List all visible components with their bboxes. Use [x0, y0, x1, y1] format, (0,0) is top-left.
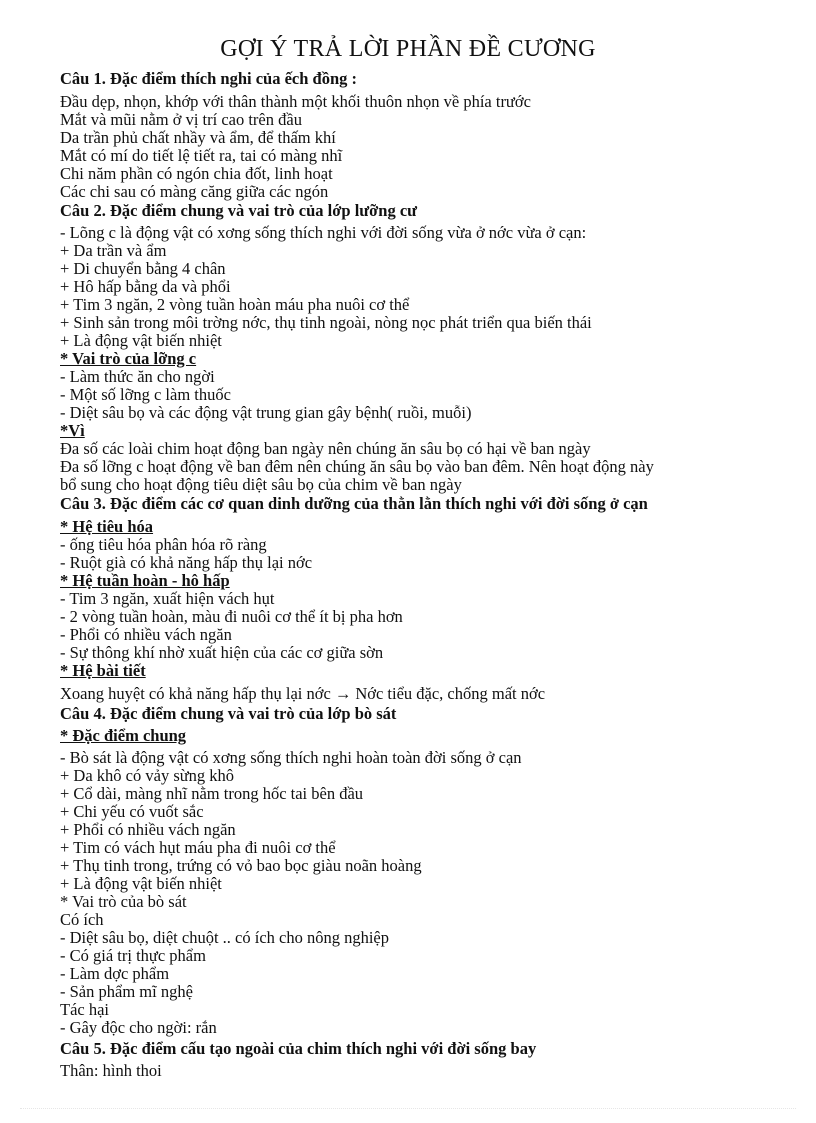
section-heading	[60, 572, 230, 590]
line-text: - Gây độc cho ngời: rắn	[60, 1018, 217, 1037]
line-text: + Hô hấp bằng da và phổi	[60, 277, 231, 296]
text-line	[60, 165, 333, 183]
text-line	[60, 821, 236, 839]
line-text: - 2 vòng tuần hoàn, màu đi nuôi cơ thể ít bị pha hơn	[60, 607, 403, 626]
line-text: - Lõng c là động vật có xơng sống thích nghi với đời sống vừa ở nớc vừa ở cạn:	[60, 223, 587, 242]
text-line	[60, 1062, 162, 1080]
text-line	[60, 929, 389, 947]
section-heading	[60, 518, 153, 536]
line-text: + Chi yếu có vuốt sắc	[60, 802, 204, 821]
section-heading	[60, 662, 146, 680]
text-line	[60, 129, 336, 147]
text-line	[60, 536, 267, 554]
section-heading	[60, 495, 648, 513]
line-text: - Một số lỡng c làm thuốc	[60, 385, 231, 404]
line-text: + Tim có vách hụt máu pha đi nuôi cơ thể	[60, 838, 336, 857]
text-line	[60, 386, 231, 404]
text-line	[60, 857, 422, 875]
text-line	[60, 314, 592, 332]
text-line	[60, 242, 166, 260]
section-heading	[60, 1040, 536, 1058]
line-text: Thân: hình thoi	[60, 1061, 162, 1080]
line-text: bổ sung cho hoạt động tiêu diệt sâu bọ của chim về ban ngày	[60, 475, 462, 494]
text-line	[60, 111, 302, 129]
line-text: * Hệ tuần hoàn - hô hấp	[60, 571, 230, 590]
line-text: Có ích	[60, 910, 104, 929]
line-text: Các chi sau có màng căng giữa các ngón	[60, 182, 329, 201]
line-text: Câu 5. Đặc điểm cấu tạo ngoài của chim thích nghi với đời sống bay	[60, 1039, 537, 1058]
line-text: * Hệ bài tiết	[60, 661, 146, 680]
text-line	[60, 458, 654, 476]
line-text: Xoang huyệt có khả năng hấp thụ lại nớc	[60, 684, 331, 703]
text-line	[60, 368, 215, 386]
line-text: * Vai trò của lỡng c	[60, 349, 197, 368]
line-text: Đầu dẹp, nhọn, khớp với thân thành một khối thuôn nhọn về phía trước	[60, 92, 531, 111]
text-line	[60, 608, 403, 626]
line-text: Câu 3. Đặc điểm các cơ quan dinh dưỡng của thằn lằn thích nghi với đời sống ở cạn	[60, 494, 648, 513]
text-line	[60, 147, 342, 165]
line-text: - Bò sát là động vật có xơng sống thích nghi hoàn toàn đời sống ở cạn	[60, 748, 522, 767]
line-text: - Tim 3 ngăn, xuất hiện vách hụt	[60, 589, 275, 608]
text-line	[60, 296, 409, 314]
line-text: Câu 4. Đặc điểm chung và vai trò của lớp bò sát	[60, 704, 397, 723]
line-text: Mắt có mí do tiết lệ tiết ra, tai có màng nhĩ	[60, 146, 343, 165]
text-line	[60, 1019, 217, 1037]
section-heading	[60, 350, 196, 368]
line-text: - Diệt sâu bọ, diệt chuột .. có ích cho nông nghiệp	[60, 928, 390, 947]
line-text: Tác hại	[60, 1000, 110, 1019]
line-text: + Da trần và ẩm	[60, 241, 167, 260]
line-text: + Sinh sản trong môi trờng nớc, thụ tinh ngoài, nòng nọc phát triển qua biến thái	[60, 313, 592, 332]
text-line	[60, 224, 586, 242]
line-text: - Sản phẩm mĩ nghệ	[60, 982, 193, 1001]
text-line	[60, 803, 204, 821]
line-text: + Là động vật biến nhiệt	[60, 874, 222, 893]
text-line	[60, 626, 232, 644]
section-heading	[60, 70, 357, 88]
line-text: - Phổi có nhiều vách ngăn	[60, 625, 232, 644]
text-line	[60, 260, 226, 278]
line-text: - ống tiêu hóa phân hóa rõ ràng	[60, 535, 267, 554]
line-text: Đa số các loài chim hoạt động ban ngày nên chúng ăn sâu bọ có hại về ban ngày	[60, 439, 591, 458]
line-text: + Di chuyển bằng 4 chân	[60, 259, 226, 278]
text-line	[60, 839, 336, 857]
section-heading	[60, 202, 417, 220]
line-text: + Tim 3 ngăn, 2 vòng tuần hoàn máu pha nuôi cơ thể	[60, 295, 410, 314]
line-text: - Sự thông khí nhờ xuất hiện của các cơ giữa sờn	[60, 643, 384, 662]
text-line	[60, 785, 363, 803]
text-line	[60, 685, 545, 703]
text-line	[60, 554, 312, 572]
section-heading	[60, 727, 186, 745]
line-text: - Ruột già có khả năng hấp thụ lại nớc	[60, 553, 313, 572]
text-line	[60, 947, 206, 965]
page-bottom-rule	[20, 1108, 796, 1109]
line-text: Câu 2. Đặc điểm chung và vai trò của lớp lưỡng cư	[60, 201, 418, 220]
line-text: * Vai trò của bò sát	[60, 892, 187, 911]
line-text: Mắt và mũi nằm ở vị trí cao trên đầu	[60, 110, 302, 129]
document-title: GỢI Ý TRẢ LỜI PHẦN ĐỀ CƯƠNG	[220, 36, 596, 62]
text-line	[60, 983, 193, 1001]
line-text: + Da khô có vảy sừng khô	[60, 766, 235, 785]
line-text: + Thụ tinh trong, trứng có vỏ bao bọc giàu noãn hoàng	[60, 856, 422, 875]
text-line	[60, 476, 462, 494]
line-text: + Phổi có nhiều vách ngăn	[60, 820, 236, 839]
line-text: Da trần phủ chất nhầy và ẩm, để thấm khí	[60, 128, 336, 147]
text-line	[60, 278, 231, 296]
line-text: - Làm thức ăn cho ngời	[60, 367, 215, 386]
line-text: Đa số lỡng c hoạt động về ban đêm nên chúng ăn sâu bọ vào ban đêm. Nên hoạt động này	[60, 457, 654, 476]
text-line	[60, 875, 222, 893]
text-line	[60, 644, 383, 662]
line-text: * Đặc điểm chung	[60, 726, 187, 745]
text-line	[60, 1001, 109, 1019]
right-arrow-icon: →	[334, 684, 352, 703]
text-line	[60, 183, 328, 201]
line-text: - Có giá trị thực phẩm	[60, 946, 206, 965]
text-line	[60, 440, 591, 458]
line-text: *Vì	[60, 421, 85, 440]
text-line	[60, 590, 274, 608]
line-text-continued: Nớc tiểu đặc, chống mất nớc	[355, 684, 546, 703]
line-text: + Cổ dài, màng nhĩ nằm trong hốc tai bên đầu	[60, 784, 364, 803]
text-line	[60, 911, 104, 929]
text-line	[60, 404, 471, 422]
text-line	[60, 767, 234, 785]
text-line	[60, 965, 169, 983]
section-heading	[60, 422, 85, 440]
text-line	[60, 893, 187, 911]
line-text: - Làm dợc phẩm	[60, 964, 170, 983]
line-text: + Là động vật biến nhiệt	[60, 331, 222, 350]
text-line	[60, 749, 522, 767]
line-text: * Hệ tiêu hóa	[60, 517, 154, 536]
text-line	[60, 93, 531, 111]
section-heading	[60, 705, 396, 723]
line-text: - Diệt sâu bọ và các động vật trung gian gây bệnh( ruồi, muỗi)	[60, 403, 472, 422]
text-line	[60, 332, 222, 350]
line-text: Chi năm phần có ngón chia đốt, linh hoạt	[60, 164, 333, 183]
line-text: Câu 1. Đặc điểm thích nghi của ếch đồng :	[60, 69, 358, 88]
